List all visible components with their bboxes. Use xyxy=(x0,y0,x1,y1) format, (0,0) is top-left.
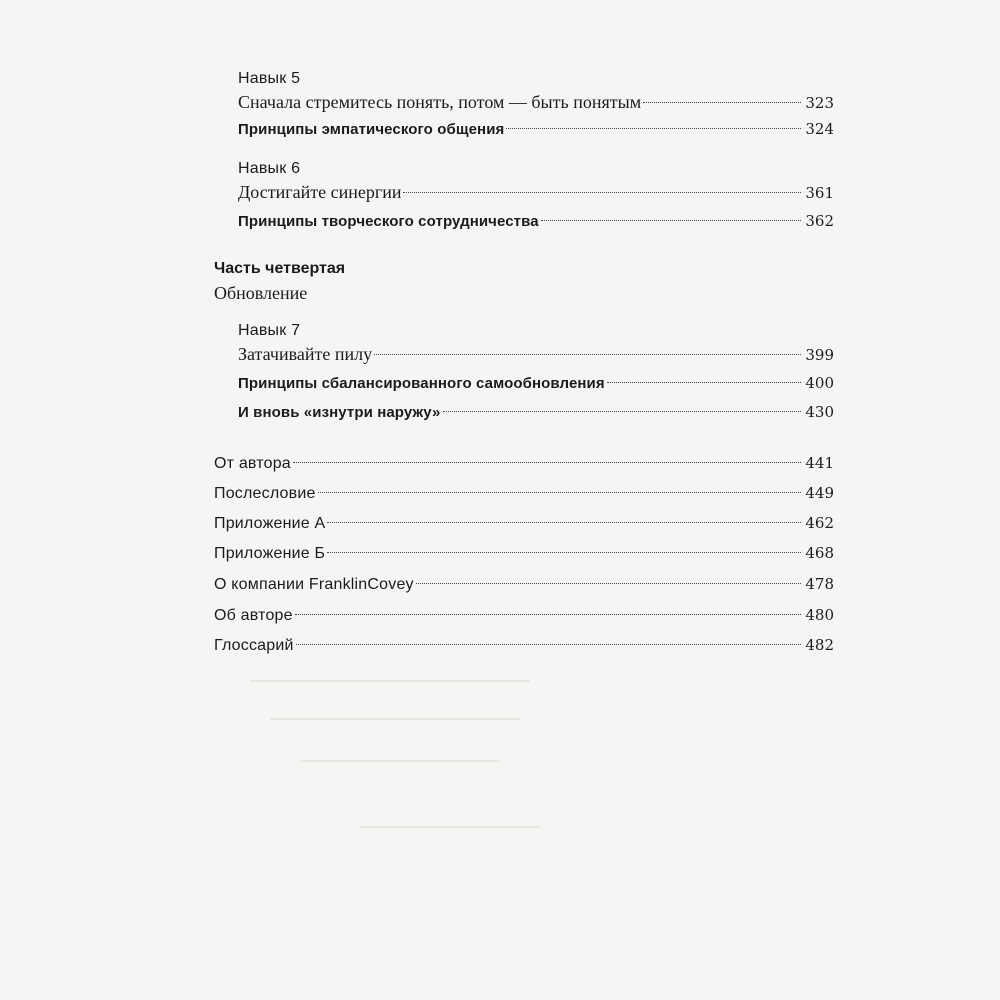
toc-entry-title: Принципы эмпатического общения xyxy=(238,121,505,138)
page-number: 478 xyxy=(805,575,834,593)
toc-entry-back-matter[interactable] xyxy=(214,484,834,514)
toc-entry-title: Принципы сбалансированного самообновления xyxy=(238,375,605,392)
dot-leader xyxy=(327,522,801,523)
page-number: 480 xyxy=(805,606,834,624)
toc-entry-back-matter[interactable] xyxy=(214,454,834,484)
part-title: Часть четвертая xyxy=(214,260,346,277)
toc-entry-back-matter[interactable] xyxy=(214,514,834,544)
toc-entry-title: Затачивайте пилу xyxy=(238,344,373,364)
dot-leader xyxy=(416,583,802,584)
toc-entry-title: Принципы творческого сотрудничества xyxy=(238,213,539,230)
toc-entry-habit-5[interactable] xyxy=(238,92,834,122)
page-number: 482 xyxy=(805,636,834,654)
toc-entry-back-matter[interactable] xyxy=(214,544,834,574)
toc-entry-title: Глоссарий xyxy=(214,637,294,654)
toc-entry-title: От автора xyxy=(214,455,291,472)
page-number: 441 xyxy=(805,454,834,472)
toc-entry-habit-6[interactable] xyxy=(238,182,834,212)
dot-leader xyxy=(443,411,802,412)
toc-entry-back-matter[interactable] xyxy=(214,636,834,666)
toc-entry-title: Приложение А xyxy=(214,515,326,532)
page-number: 361 xyxy=(805,184,834,202)
toc-entry-habit-7[interactable] xyxy=(238,344,834,374)
dot-leader xyxy=(296,644,802,645)
toc-entry-title: О компании FranklinCovey xyxy=(214,576,414,593)
dot-leader xyxy=(295,614,802,615)
bleed-through-mark xyxy=(250,680,530,682)
dot-leader xyxy=(318,492,802,493)
dot-leader xyxy=(643,102,801,103)
page-number: 399 xyxy=(805,346,834,364)
dot-leader xyxy=(293,462,801,463)
part-subtitle: Обновление xyxy=(214,283,308,303)
dot-leader xyxy=(374,354,801,355)
toc-entry-title: Сначала стремитесь понять, потом — быть понятым xyxy=(238,92,642,112)
page-number: 468 xyxy=(805,544,834,562)
toc-entry-title: Приложение Б xyxy=(214,545,326,562)
bleed-through-mark xyxy=(270,718,520,720)
toc-entry-back-matter[interactable] xyxy=(214,606,834,636)
dot-leader xyxy=(506,128,801,129)
page-number: 430 xyxy=(805,403,834,421)
toc-entry-title: Достигайте синергии xyxy=(238,182,402,202)
toc-entry-title: Послесловие xyxy=(214,485,316,502)
page-number: 323 xyxy=(805,94,834,112)
toc-entry-inside-out[interactable] xyxy=(238,403,834,433)
page-number: 324 xyxy=(805,120,834,138)
toc-entry-habit-7-principle[interactable] xyxy=(238,374,834,404)
dot-leader xyxy=(541,220,802,221)
toc-entry-title: Об авторе xyxy=(214,607,293,624)
page-number: 462 xyxy=(805,514,834,532)
habit-6-label: Навык 6 xyxy=(238,160,301,177)
dot-leader xyxy=(403,192,801,193)
toc-entry-habit-6-principle[interactable] xyxy=(238,212,834,242)
page-number: 449 xyxy=(805,484,834,502)
bleed-through-mark xyxy=(360,826,540,828)
dot-leader xyxy=(327,552,801,553)
page-number: 362 xyxy=(805,212,834,230)
habit-7-label: Навык 7 xyxy=(238,322,301,339)
toc-entry-habit-5-principle[interactable] xyxy=(238,120,834,150)
dot-leader xyxy=(607,382,802,383)
toc-entry-back-matter[interactable] xyxy=(214,575,834,605)
page-number: 400 xyxy=(805,374,834,392)
bleed-through-mark xyxy=(300,760,500,762)
habit-5-label: Навык 5 xyxy=(238,70,301,87)
toc-entry-title: И вновь «изнутри наружу» xyxy=(238,404,441,421)
